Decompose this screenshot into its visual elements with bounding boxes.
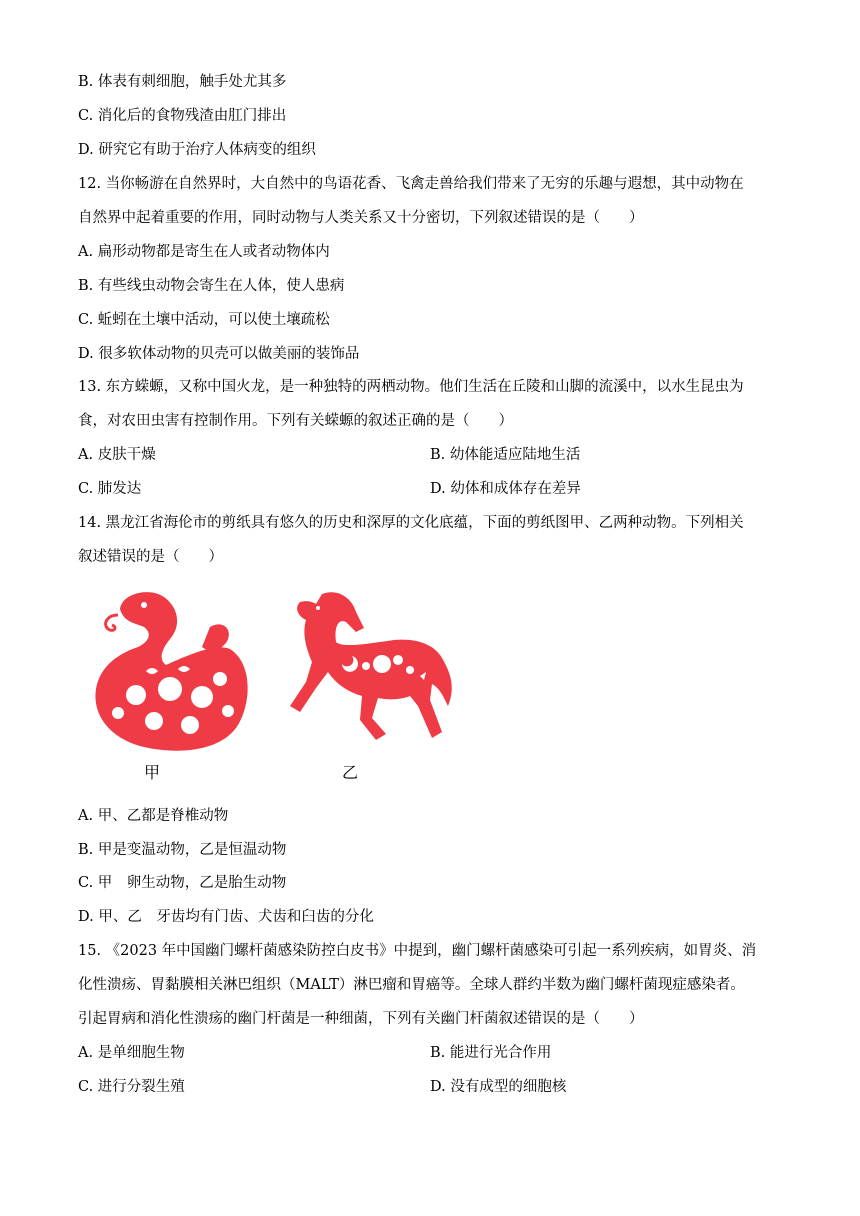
q15-option-b: B. 能进行光合作用 [430,1045,552,1061]
figure-caption-yi: 乙 [342,763,359,782]
q11-option-c: C. 消化后的食物残渣由肛门排出 [78,108,287,124]
q12-option-c: C. 蚯蚓在土壤中活动，可以使土壤疏松 [78,312,330,328]
q12-stem-line2: 自然界中起着重要的作用，同时动物与人类关系又十分密切，下列叙述错误的是（ ） [78,210,644,226]
q14-stem-line1: 14. 黑龙江省海伦市的剪纸具有悠久的历史和深厚的文化底蕴，下面的剪纸图甲、乙两种动物。下列相关 [78,515,744,531]
q15-stem-line3: 引起胃病和消化性溃疡的幽门杆菌是一种细菌，下列有关幽门杆菌叙述错误的是（ ） [78,1011,644,1027]
q12-option-b: B. 有些线虫动物会寄生在人体，使人患病 [78,278,345,294]
q15-stem-line1: 15. 《2023 年中国幽门螺杆菌感染防控白皮书》中提到，幽门螺杆菌感染可引起一系列疾病，如胃炎、消 [78,943,757,959]
q13-option-c: C. 肺发达 [78,481,142,497]
q14-option-a: A. 甲、乙都是脊椎动物 [78,808,229,824]
q14-stem-line2: 叙述错误的是（ ） [78,549,223,565]
q13-option-a: A. 皮肤干燥 [78,447,156,463]
q15-option-a: A. 是单细胞生物 [78,1045,185,1061]
q14-option-d: D. 甲、乙 牙齿均有门齿、犬齿和臼齿的分化 [78,909,374,925]
q13-stem-line1: 13. 东方蝾螈，又称中国火龙，是一种独特的两栖动物。他们生活在丘陵和山脚的流溪中，以水生昆虫为 [78,379,744,395]
figure-caption-jia: 甲 [144,763,161,782]
q13-option-d: D. 幼体和成体存在差异 [430,481,581,497]
q14-option-b: B. 甲是变温动物，乙是恒温动物 [78,842,287,858]
q15-option-d: D. 没有成型的细胞核 [430,1079,567,1095]
q14-option-c: C. 甲 卵生动物，乙是胎生动物 [78,875,287,891]
q11-option-d: D. 研究它有助于治疗人体病变的组织 [78,142,316,158]
q12-option-d: D. 很多软体动物的贝壳可以做美丽的装饰品 [78,346,360,362]
q13-stem-line2: 食，对农田虫害有控制作用。下列有关蝾螈的叙述正确的是（ ） [78,413,513,429]
q15-stem-line2: 化性溃疡、胃黏膜相关淋巴组织（MALT）淋巴瘤和胃癌等。全球人群约半数为幽门螺杆菌现症感染者。 [78,977,745,993]
q12-option-a: A. 扁形动物都是寄生在人或者动物体内 [78,244,330,260]
snake-papercut-image [92,585,252,755]
q12-stem-line1: 12. 当你畅游在自然界时，大自然中的鸟语花香、飞禽走兽给我们带来了无穷的乐趣与遐想，其中动物在 [78,176,744,192]
q15-option-c: C. 进行分裂生殖 [78,1079,185,1095]
horse-papercut-image [282,588,458,748]
q11-option-b: B. 体表有刺细胞，触手处尤其多 [78,74,287,90]
q13-option-b: B. 幼体能适应陆地生活 [430,447,581,463]
